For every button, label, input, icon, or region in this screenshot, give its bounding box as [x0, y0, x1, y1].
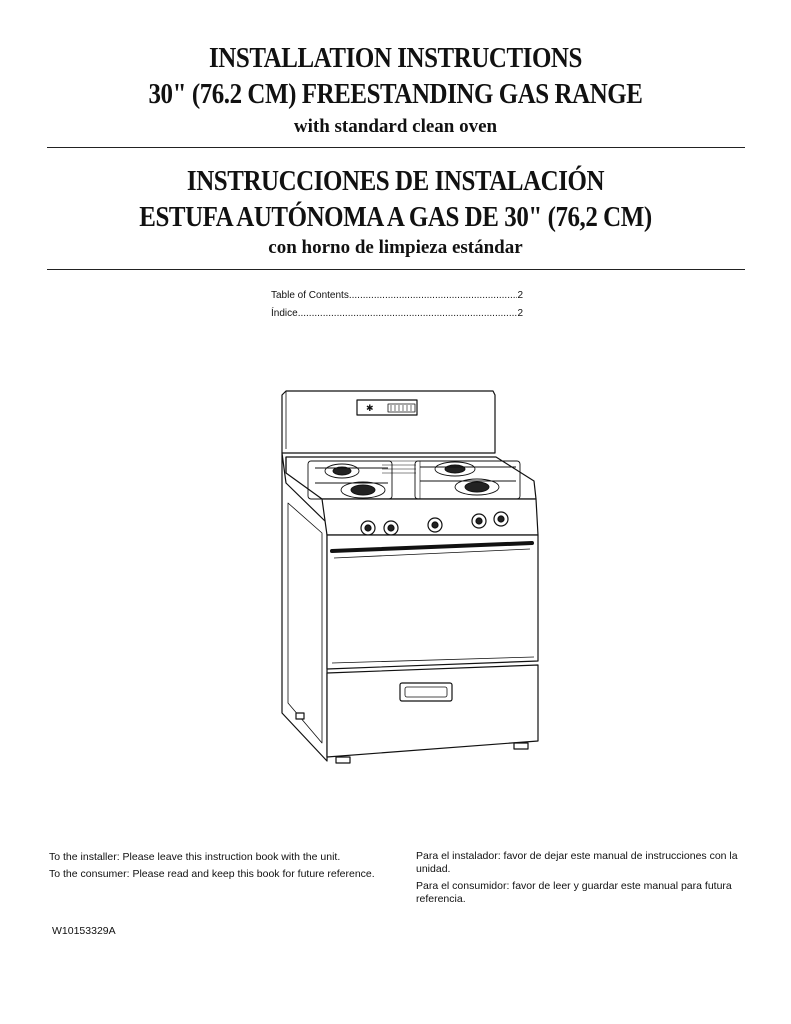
consumer-note-en: To the consumer: Please read and keep this book for future reference.: [49, 868, 375, 880]
toc-entry-contents[interactable]: [271, 287, 523, 305]
installer-notes-english: [49, 851, 379, 885]
toc-entry-indice[interactable]: [271, 305, 523, 323]
toc-leader: [349, 287, 518, 305]
svg-text:✱: ✱: [366, 404, 374, 414]
title-spanish: [55, 163, 735, 235]
toc-label: Table of Contents: [271, 290, 349, 301]
title-english-line2: 30" (76.2 CM) FREESTANDING GAS RANGE: [148, 78, 643, 110]
toc-page: 2: [517, 290, 523, 301]
subtitle-spanish: con horno de limpieza estándar: [268, 237, 523, 258]
divider-bottom: [47, 269, 745, 270]
table-of-contents: [271, 287, 523, 323]
toc-page: 2: [517, 308, 523, 319]
toc-leader: [298, 305, 518, 323]
installer-note-en: To the installer: Please leave this instruction book with the unit.: [49, 851, 341, 863]
title-spanish-line2: ESTUFA AUTÓNOMA A GAS DE 30" (76,2 CM): [139, 201, 652, 233]
installer-note-es: Para el instalador: favor de dejar este manual de instrucciones con la unidad.: [416, 850, 738, 875]
part-number: W10153329A: [52, 925, 116, 937]
title-english-line1: INSTALLATION INSTRUCTIONS: [209, 42, 582, 74]
installer-notes-spanish: [416, 850, 746, 910]
subtitle-english: with standard clean oven: [293, 116, 498, 137]
gas-range-illustration: [270, 383, 550, 773]
toc-label: Índice: [271, 308, 298, 319]
divider-top: [47, 147, 745, 148]
title-english: [55, 40, 735, 112]
title-spanish-line1: INSTRUCCIONES DE INSTALACIÓN: [186, 165, 605, 197]
consumer-note-es: Para el consumidor: favor de leer y guardar este manual para futura referencia.: [416, 880, 732, 905]
